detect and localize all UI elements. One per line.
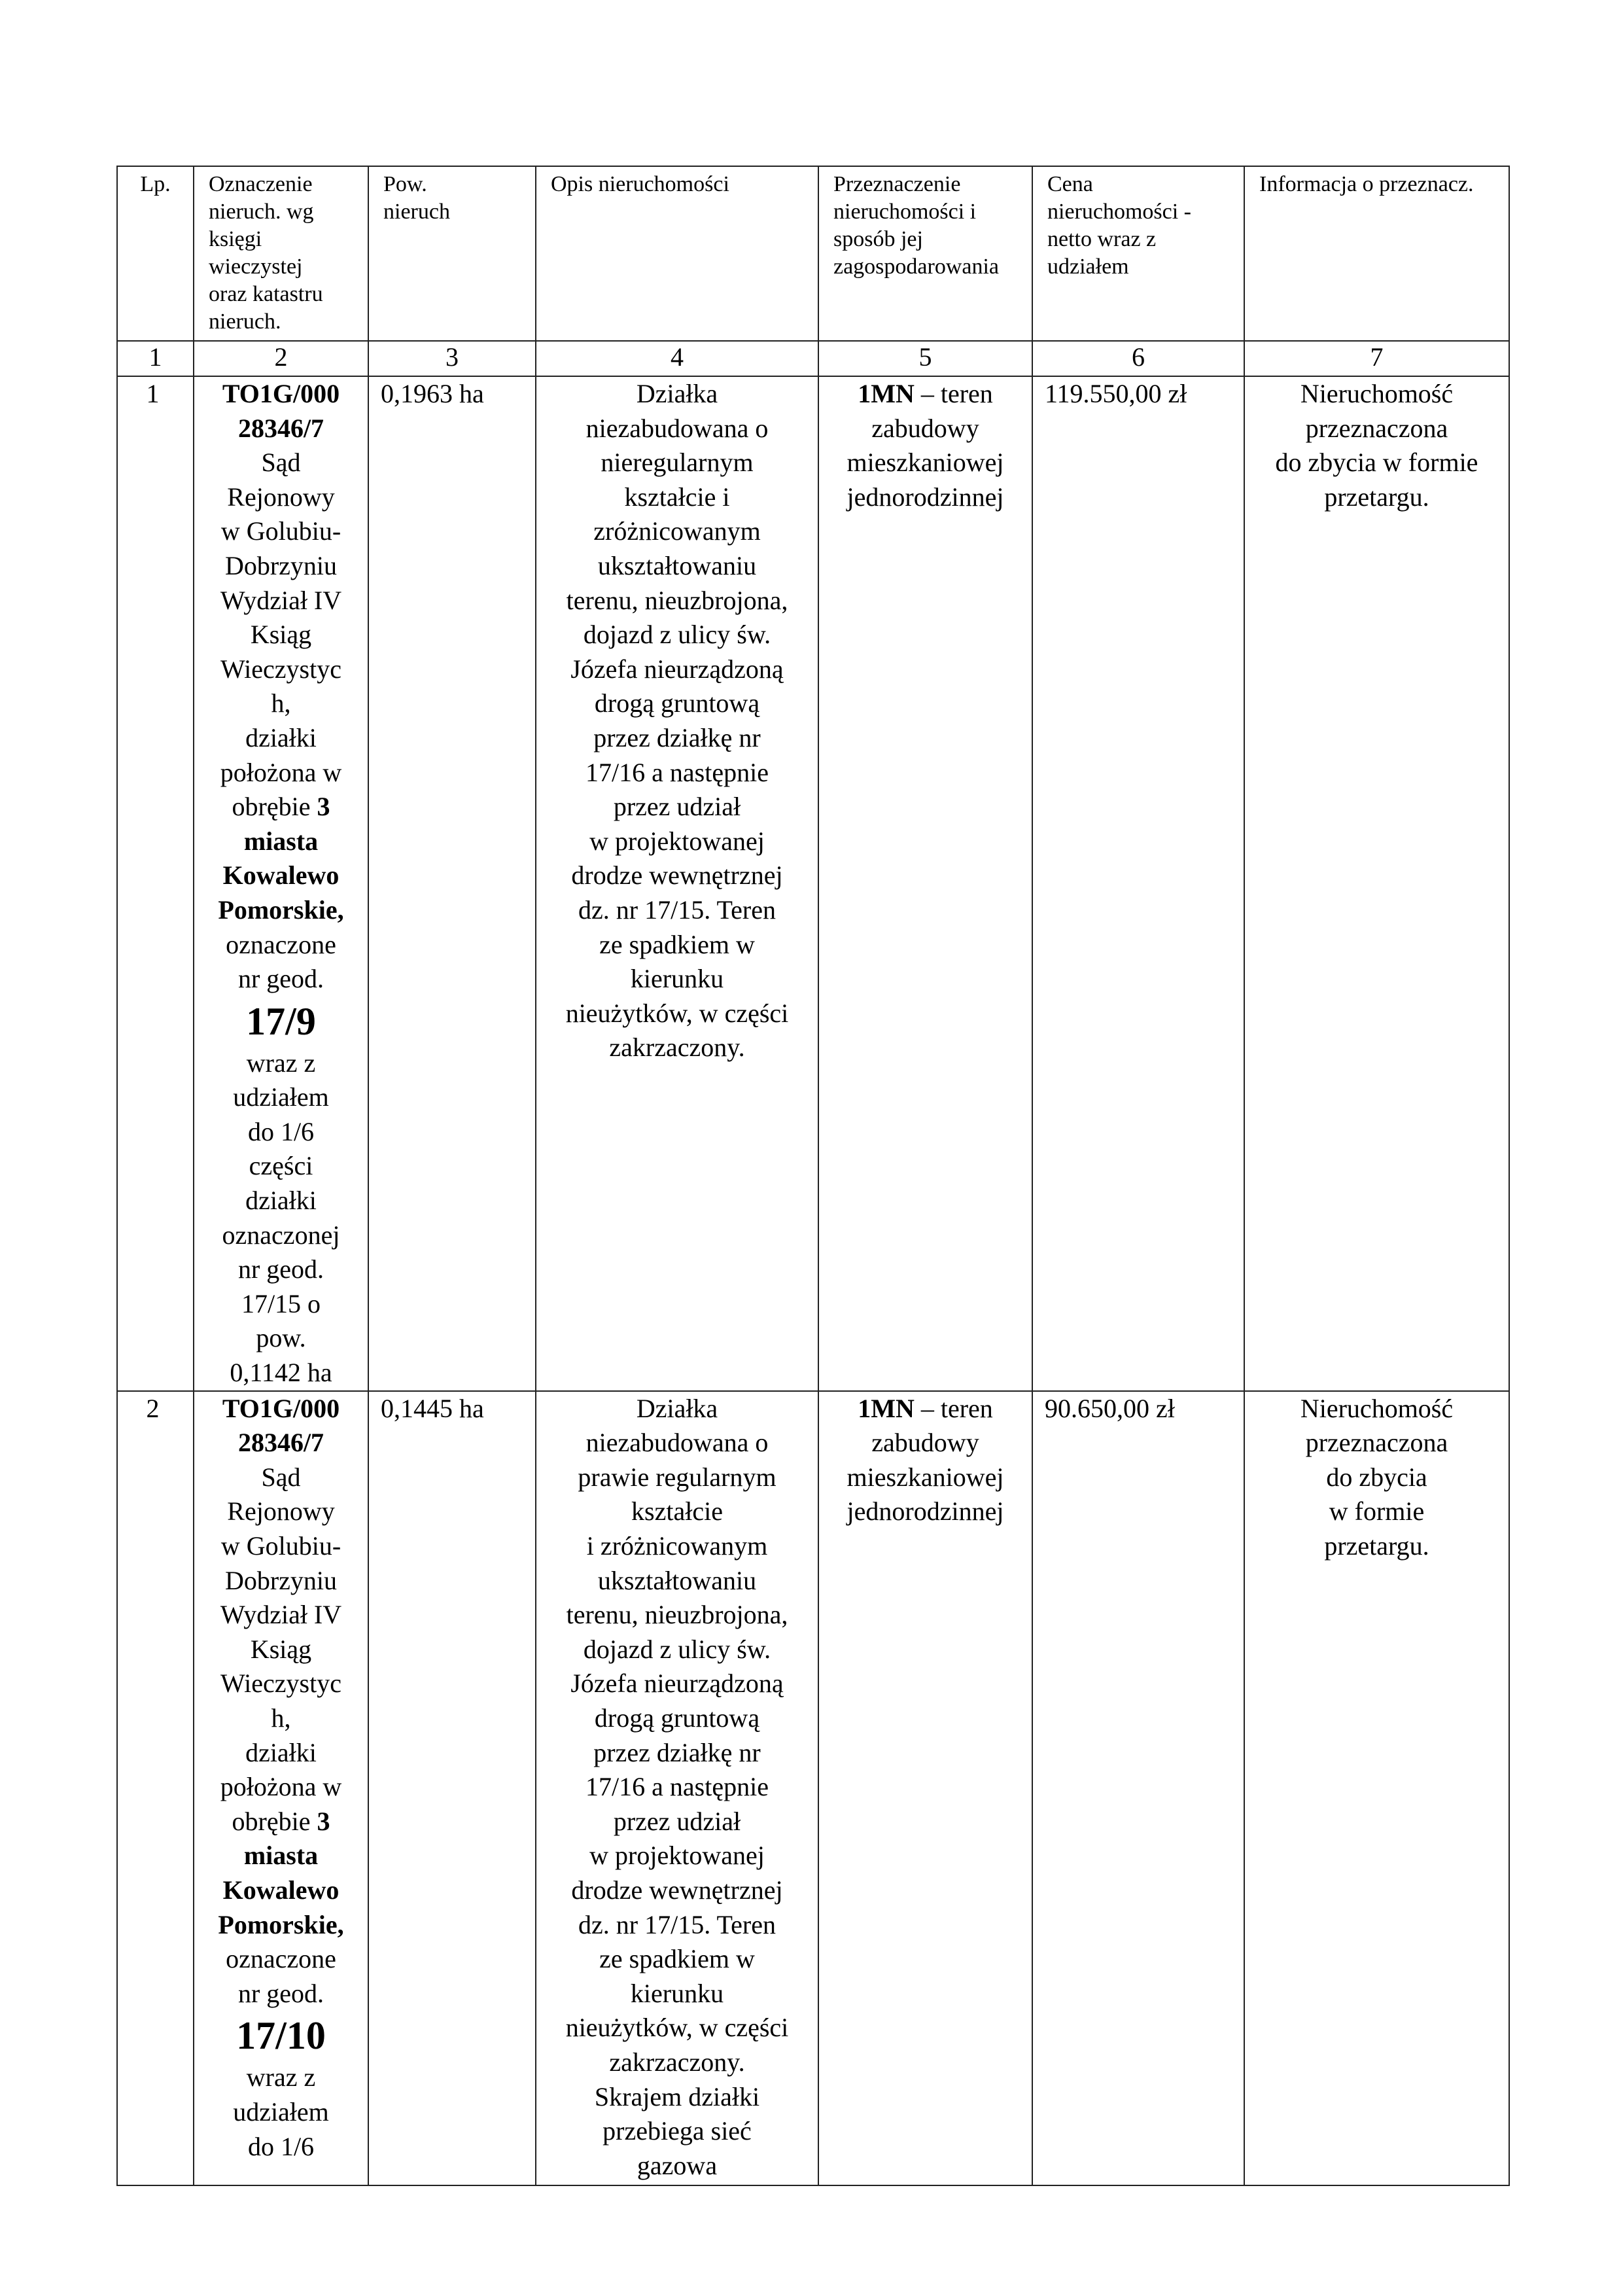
info-cell: Nieruchomość przeznaczona do zbycia w formie przetargu.	[1244, 1391, 1509, 2185]
column-number: 2	[194, 341, 368, 376]
land-registry-cell: TO1G/000 28346/7 Sąd Rejonowy w Golubiu- Dobrzyniu Wydział IV Ksiąg Wieczystyc h, działki położona w obrębie 3 miasta Kowalewo Pomorskie, oznaczone nr geod. 17/9 wraz z udziałem do 1/6 części działki oznaczonej nr geod. 17/15 o pow. 0,1142 ha	[194, 376, 368, 1391]
header-oznaczenie: Oznaczenie nieruch. wg księgi wieczystej oraz katastru nieruch.	[194, 166, 368, 341]
header-przeznaczenie: Przeznaczenie nieruchomości i sposób jej zagospodarowania	[818, 166, 1032, 341]
parcel-number: 17/10	[236, 2014, 326, 2058]
header-informacja: Informacja o przeznacz.	[1244, 166, 1509, 341]
header-pow: Pow. nieruch	[368, 166, 536, 341]
price-cell: 119.550,00 zł	[1032, 376, 1244, 1391]
price-cell: 90.650,00 zł	[1032, 1391, 1244, 2185]
land-registry-cell: TO1G/000 28346/7 Sąd Rejonowy w Golubiu- Dobrzyniu Wydział IV Ksiąg Wieczystyc h, działki położona w obrębie 3 miasta Kowalewo Pomorskie, oznaczone nr geod. 17/10 wraz z udziałem do 1/6	[194, 1391, 368, 2185]
purpose-cell: 1MN – teren zabudowy mieszkaniowej jednorodzinnej	[818, 1391, 1032, 2185]
header-opis: Opis nieruchomości	[536, 166, 818, 341]
property-table	[116, 166, 1510, 2186]
description-cell: Działka niezabudowana o prawie regularnym kształcie i zróżnicowanym ukształtowaniu terenu, nieuzbrojona, dojazd z ulicy św. Józefa nieurządzoną drogą gruntową przez działkę nr 17/16 a następnie przez udział w projektowanej drodze wewnętrznej dz. nr 17/15. Teren ze spadkiem w kierunku nieużytków, w części zakrzaczony. Skrajem działki przebiega sieć gazowa	[536, 1391, 818, 2185]
table-row	[117, 1391, 1509, 2185]
description-cell: Działka niezabudowana o nieregularnym kształcie i zróżnicowanym ukształtowaniu terenu, nieuzbrojona, dojazd z ulicy św. Józefa nieurządzoną drogą gruntową przez działkę nr 17/16 a następnie przez udział w projektowanej drodze wewnętrznej dz. nr 17/15. Teren ze spadkiem w kierunku nieużytków, w części zakrzaczony.	[536, 376, 818, 1391]
column-number: 7	[1244, 341, 1509, 376]
row-lp: 2	[117, 1391, 194, 2185]
parcel-number: 17/9	[246, 999, 316, 1043]
table-row	[117, 376, 1509, 1391]
area-cell: 0,1963 ha	[368, 376, 536, 1391]
column-number: 1	[117, 341, 194, 376]
row-lp: 1	[117, 376, 194, 1391]
column-number: 4	[536, 341, 818, 376]
column-number: 6	[1032, 341, 1244, 376]
column-number: 3	[368, 341, 536, 376]
header-lp: Lp.	[117, 166, 194, 341]
header-row	[117, 166, 1509, 341]
column-number-row	[117, 341, 1509, 376]
area-cell: 0,1445 ha	[368, 1391, 536, 2185]
purpose-cell: 1MN – teren zabudowy mieszkaniowej jednorodzinnej	[818, 376, 1032, 1391]
info-cell: Nieruchomość przeznaczona do zbycia w formie przetargu.	[1244, 376, 1509, 1391]
header-cena: Cena nieruchomości - netto wraz z udziałem	[1032, 166, 1244, 341]
column-number: 5	[818, 341, 1032, 376]
